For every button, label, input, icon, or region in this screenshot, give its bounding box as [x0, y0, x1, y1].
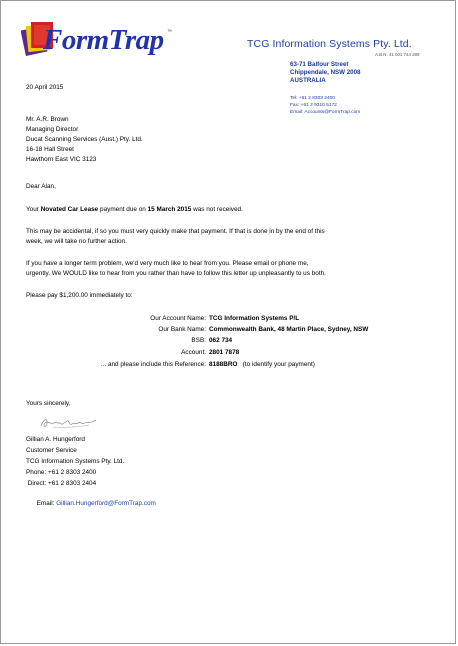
reference-row — [209, 360, 315, 369]
address-line-3: AUSTRALIA — [290, 77, 326, 84]
signer-direct: Direct: +61 2 8303 2404 — [26, 480, 97, 487]
reference-label: ... and please include this Reference: — [100, 361, 206, 368]
para1-date: 15 March 2015 — [147, 206, 192, 213]
paragraph-2-line-1: This may be accidental, if so you must very quickly make that payment. If that is done in by the end of this — [26, 228, 325, 235]
account-name-value: TCG Information Systems P/L — [209, 315, 300, 322]
closing: Yours sincerely, — [26, 400, 71, 407]
letter-date: 20 April 2015 — [26, 84, 64, 91]
para1-pre: Your — [26, 206, 41, 213]
paragraph-3-line-1: If you have a longer term problem, we'd very much like to hear from you. Please email or phone me, — [26, 260, 309, 267]
recipient-street: 16-18 Hall Street — [26, 146, 74, 153]
signer-email-row — [26, 490, 156, 518]
handwritten-signature — [39, 415, 99, 431]
salutation: Dear Alan, — [26, 183, 56, 190]
bsb-value: 062 734 — [209, 337, 233, 344]
company-name: TCG Information Systems Pty. Ltd. — [247, 38, 412, 50]
address-line-2: Chippendale, NSW 2008 — [290, 69, 361, 76]
account-value: 2801 7878 — [209, 349, 240, 356]
formtrap-logo — [21, 19, 171, 61]
signer-name: Gillian A. Hungerford — [26, 436, 85, 443]
para1-post: was not received. — [191, 206, 243, 213]
reference-value: 8188BRO — [209, 361, 238, 368]
signer-company: TCG Information Systems Pty. Ltd. — [26, 458, 125, 465]
tel: Tel: +61 2 8303 2400 — [290, 96, 335, 101]
recipient-company: Ducat Scanning Services (Aust.) Pty. Ltd. — [26, 136, 143, 143]
signer-role: Customer Service — [26, 447, 77, 454]
header-email: Email: Accounts@FormTrap.com — [290, 110, 361, 115]
bank-name-value: Commonwealth Bank, 48 Martin Place, Sydney, NSW — [209, 326, 369, 333]
signer-email-link[interactable]: Gillian.Hungerford@FormTrap.com — [56, 500, 156, 508]
reference-note: (to identify your payment) — [242, 361, 315, 368]
paragraph-2-line-2: week, we will take no further action. — [26, 238, 127, 245]
fax: Fax: +61 2 9310 5172 — [290, 103, 337, 108]
account-label: Account: — [181, 349, 206, 356]
para1-item: Novated Car Lease — [40, 206, 99, 213]
bsb-label: BSB: — [191, 337, 206, 344]
recipient-title: Managing Director — [26, 126, 79, 133]
logo-wordmark: FormTrap — [43, 24, 164, 56]
abn: A.B.N. 41 001 744 289 — [375, 52, 420, 57]
signer-phone: Phone: +61 2 8303 2400 — [26, 469, 97, 476]
signer-email-label: Email: — [33, 500, 57, 508]
paragraph-3-line-2: urgently. We WOULD like to hear from you rather than have to follow this letter up unpleasantly to us both. — [26, 270, 326, 277]
bank-name-label: Our Bank Name: — [158, 326, 206, 333]
paragraph-1 — [26, 205, 243, 214]
address-line-1: 63-71 Balfour Street — [290, 61, 349, 68]
recipient-suburb: Hawthorn East VIC 3123 — [26, 156, 97, 163]
please-pay: Please pay $1,200.00 immediately to: — [26, 292, 133, 299]
account-name-label: Our Account Name: — [150, 315, 206, 322]
recipient-name: Mr. A.R. Brown — [26, 116, 69, 123]
logo-trademark: ™ — [167, 29, 172, 35]
para1-mid: payment due on — [98, 206, 148, 213]
